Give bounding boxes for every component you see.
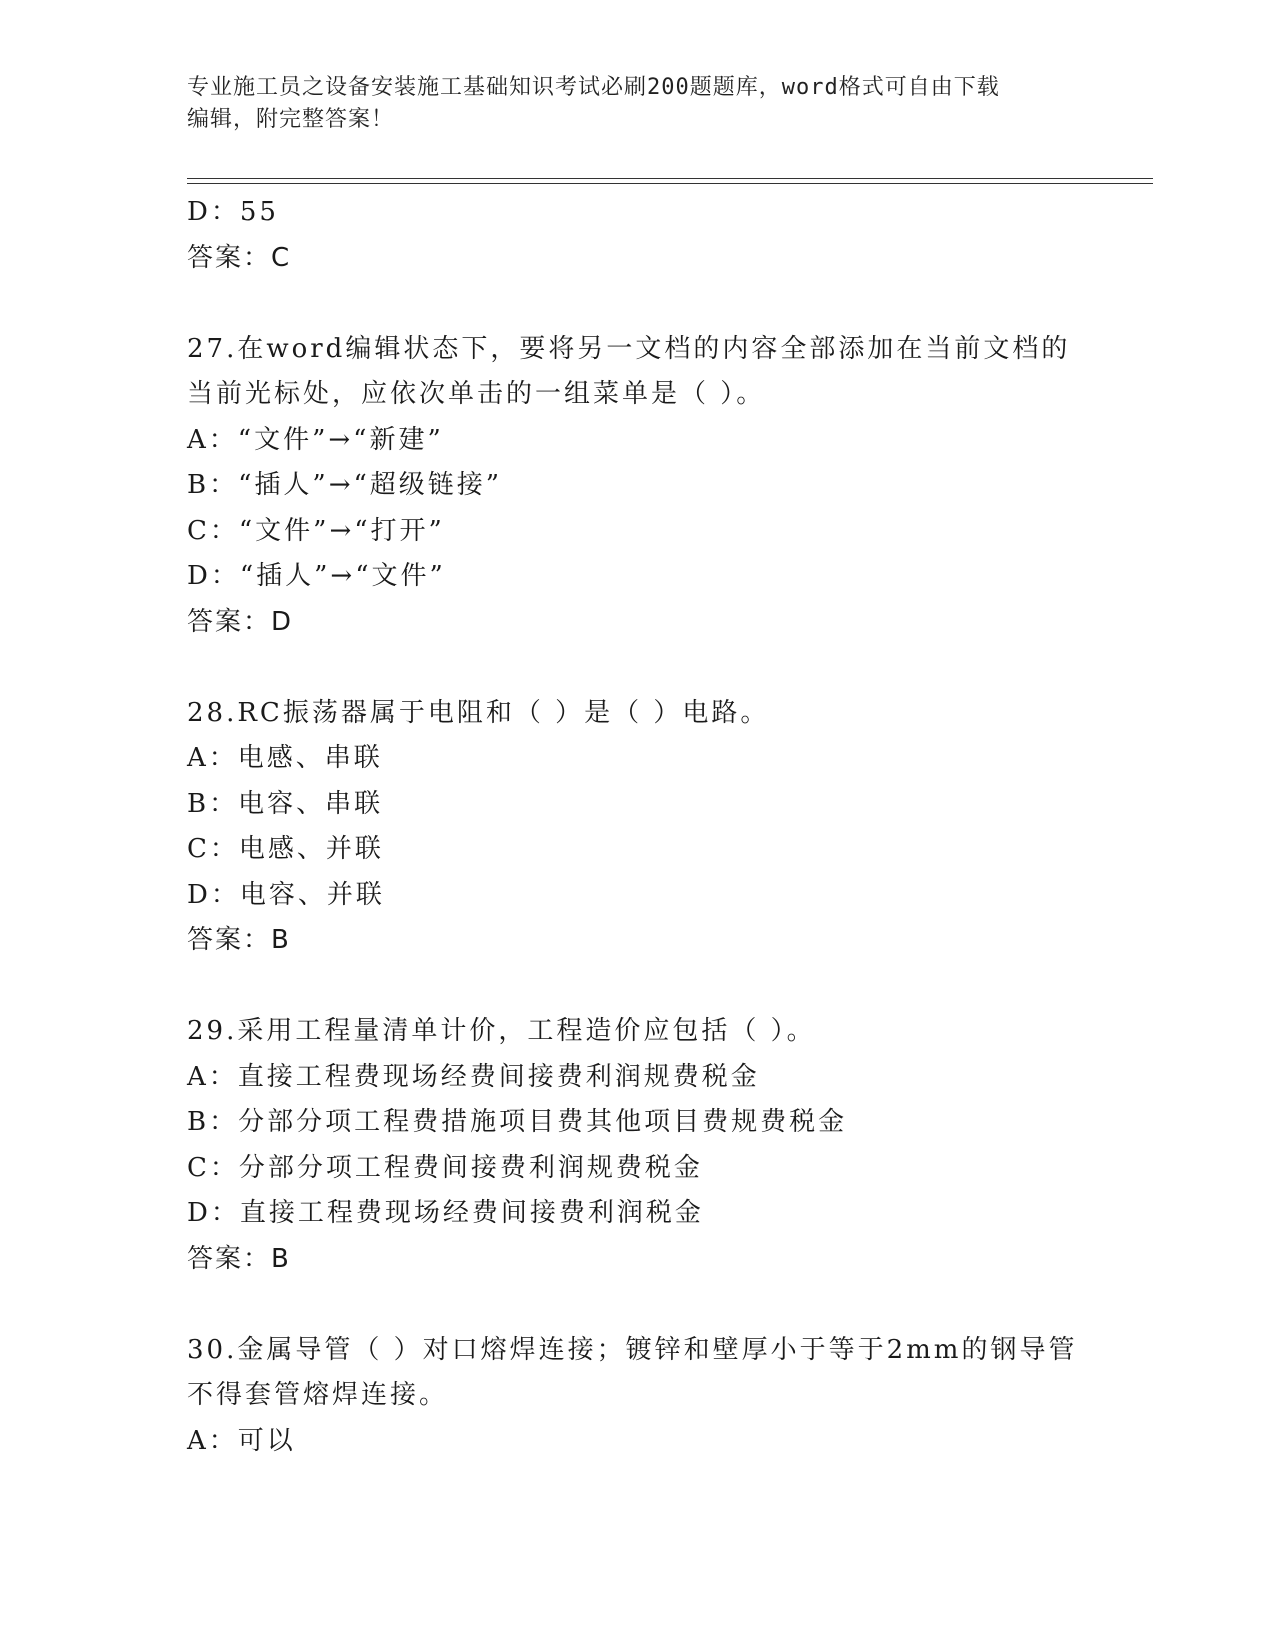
answer: 答案：D (187, 606, 294, 637)
answer: 答案：B (187, 1243, 291, 1274)
spacer (187, 1282, 1087, 1328)
option-a: A：“文件”→“新建” (187, 424, 444, 455)
question-28 (187, 691, 1087, 964)
option-d: D：电容、并联 (187, 879, 385, 910)
option-c: C：“文件”→“打开” (187, 515, 445, 546)
option-a: A：直接工程费现场经费间接费利润规费税金 (187, 1061, 760, 1092)
question-stem-continued: 不得套管熔焊连接。 (187, 1380, 449, 1410)
answer: 答案：B (187, 925, 291, 955)
question-stem: 30.金属导管（ ）对口熔焊连接；镀锌和壁厚小于等于2mm的钢导管 (187, 1334, 1078, 1365)
answer: 答案：C (187, 242, 292, 273)
option-a: A：可以 (187, 1425, 296, 1456)
question-stem: 27.在word编辑状态下，要将另一文档的内容全部添加在当前文档的 (187, 333, 1071, 364)
spacer (187, 645, 1087, 691)
option-b: B：分部分项工程费措施项目费其他项目费规费税金 (187, 1107, 848, 1137)
option-d: D：55 (187, 197, 279, 227)
option-b: B：“插人”→“超级链接” (187, 470, 503, 500)
question-stem: 29.采用工程量清单计价，工程造价应包括（ ）。 (187, 1016, 816, 1046)
header-divider (187, 178, 1153, 184)
question-stem-continued: 当前光标处，应依次单击的一组菜单是（ ）。 (187, 379, 766, 409)
header-line-2: 编辑，附完整答案！ (187, 107, 395, 132)
option-d: D：直接工程费现场经费间接费利润税金 (187, 1198, 704, 1228)
option-d: D：“插人”→“文件” (187, 561, 446, 591)
document-body (187, 190, 1087, 1464)
spacer (187, 281, 1087, 327)
header-line-1: 专业施工员之设备安装施工基础知识考试必刷200题题库，word格式可自由下载 (187, 75, 1000, 100)
question-29 (187, 1009, 1087, 1282)
option-a: A：电感、串联 (187, 743, 383, 773)
spacer (187, 964, 1087, 1010)
option-b: B：电容、串联 (187, 788, 384, 819)
question-30 (187, 1328, 1087, 1465)
option-c: C：分部分项工程费间接费利润规费税金 (187, 1152, 703, 1183)
question-stem: 28.RC振荡器属于电阻和（ ）是（ ）电路。 (187, 697, 770, 728)
question-27 (187, 327, 1087, 646)
option-c: C：电感、并联 (187, 834, 384, 864)
page-header (187, 72, 1067, 136)
